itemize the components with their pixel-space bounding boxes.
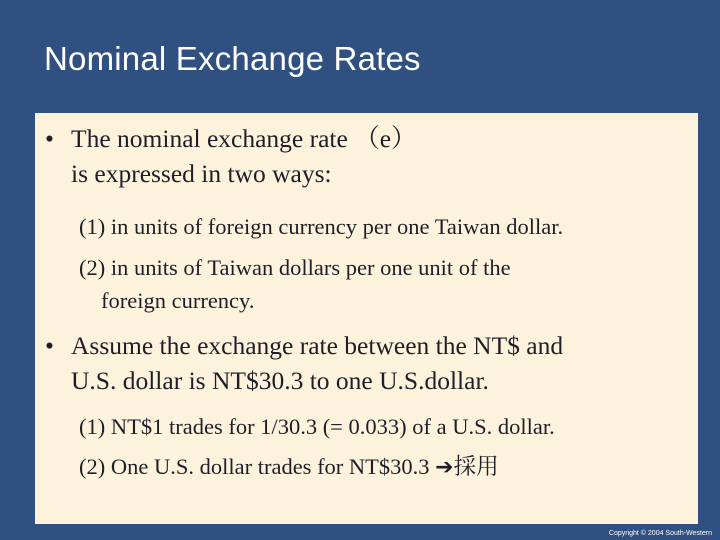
bullet-1-sub-2 bbox=[79, 251, 511, 317]
bullet-text bbox=[71, 121, 417, 191]
bullet-1-sub-1 bbox=[79, 210, 563, 243]
slide-title: Nominal Exchange Rates bbox=[44, 40, 421, 77]
sub-item-text: (1) NT$1 trades for 1/30.3 (= 0.033) of a U.S. dollar. bbox=[79, 414, 555, 439]
bullet-marker: • bbox=[45, 124, 54, 153]
copyright-footer: Copyright © 2004 South-Western bbox=[608, 530, 712, 537]
bullet-marker: • bbox=[45, 331, 54, 360]
sub-item-text: (2) in units of Taiwan dollars per one unit of the bbox=[79, 255, 511, 280]
bullet-1-line-2: is expressed in two ways: bbox=[71, 159, 332, 188]
bullet-1-line-1: The nominal exchange rate （e） bbox=[71, 124, 417, 153]
sub-item-text: (2) One U.S. dollar trades for NT$30.3 bbox=[79, 454, 436, 479]
sub-item-tail: 採用 bbox=[453, 454, 499, 479]
bullet-2-sub-1 bbox=[79, 410, 555, 443]
sub-item-text: (1) in units of foreign currency per one Taiwan dollar. bbox=[79, 214, 564, 239]
arrow-icon: ➔ bbox=[435, 455, 454, 480]
content-panel bbox=[35, 113, 698, 524]
bullet-2-line-2: U.S. dollar is NT$30.3 to one U.S.dollar. bbox=[71, 366, 489, 395]
bullet-2-sub-2 bbox=[79, 450, 499, 484]
sub-item-continuation: foreign currency. bbox=[101, 288, 255, 313]
bullet-2-line-1: Assume the exchange rate between the NT$ and bbox=[71, 331, 564, 360]
bullet-text bbox=[71, 328, 563, 398]
